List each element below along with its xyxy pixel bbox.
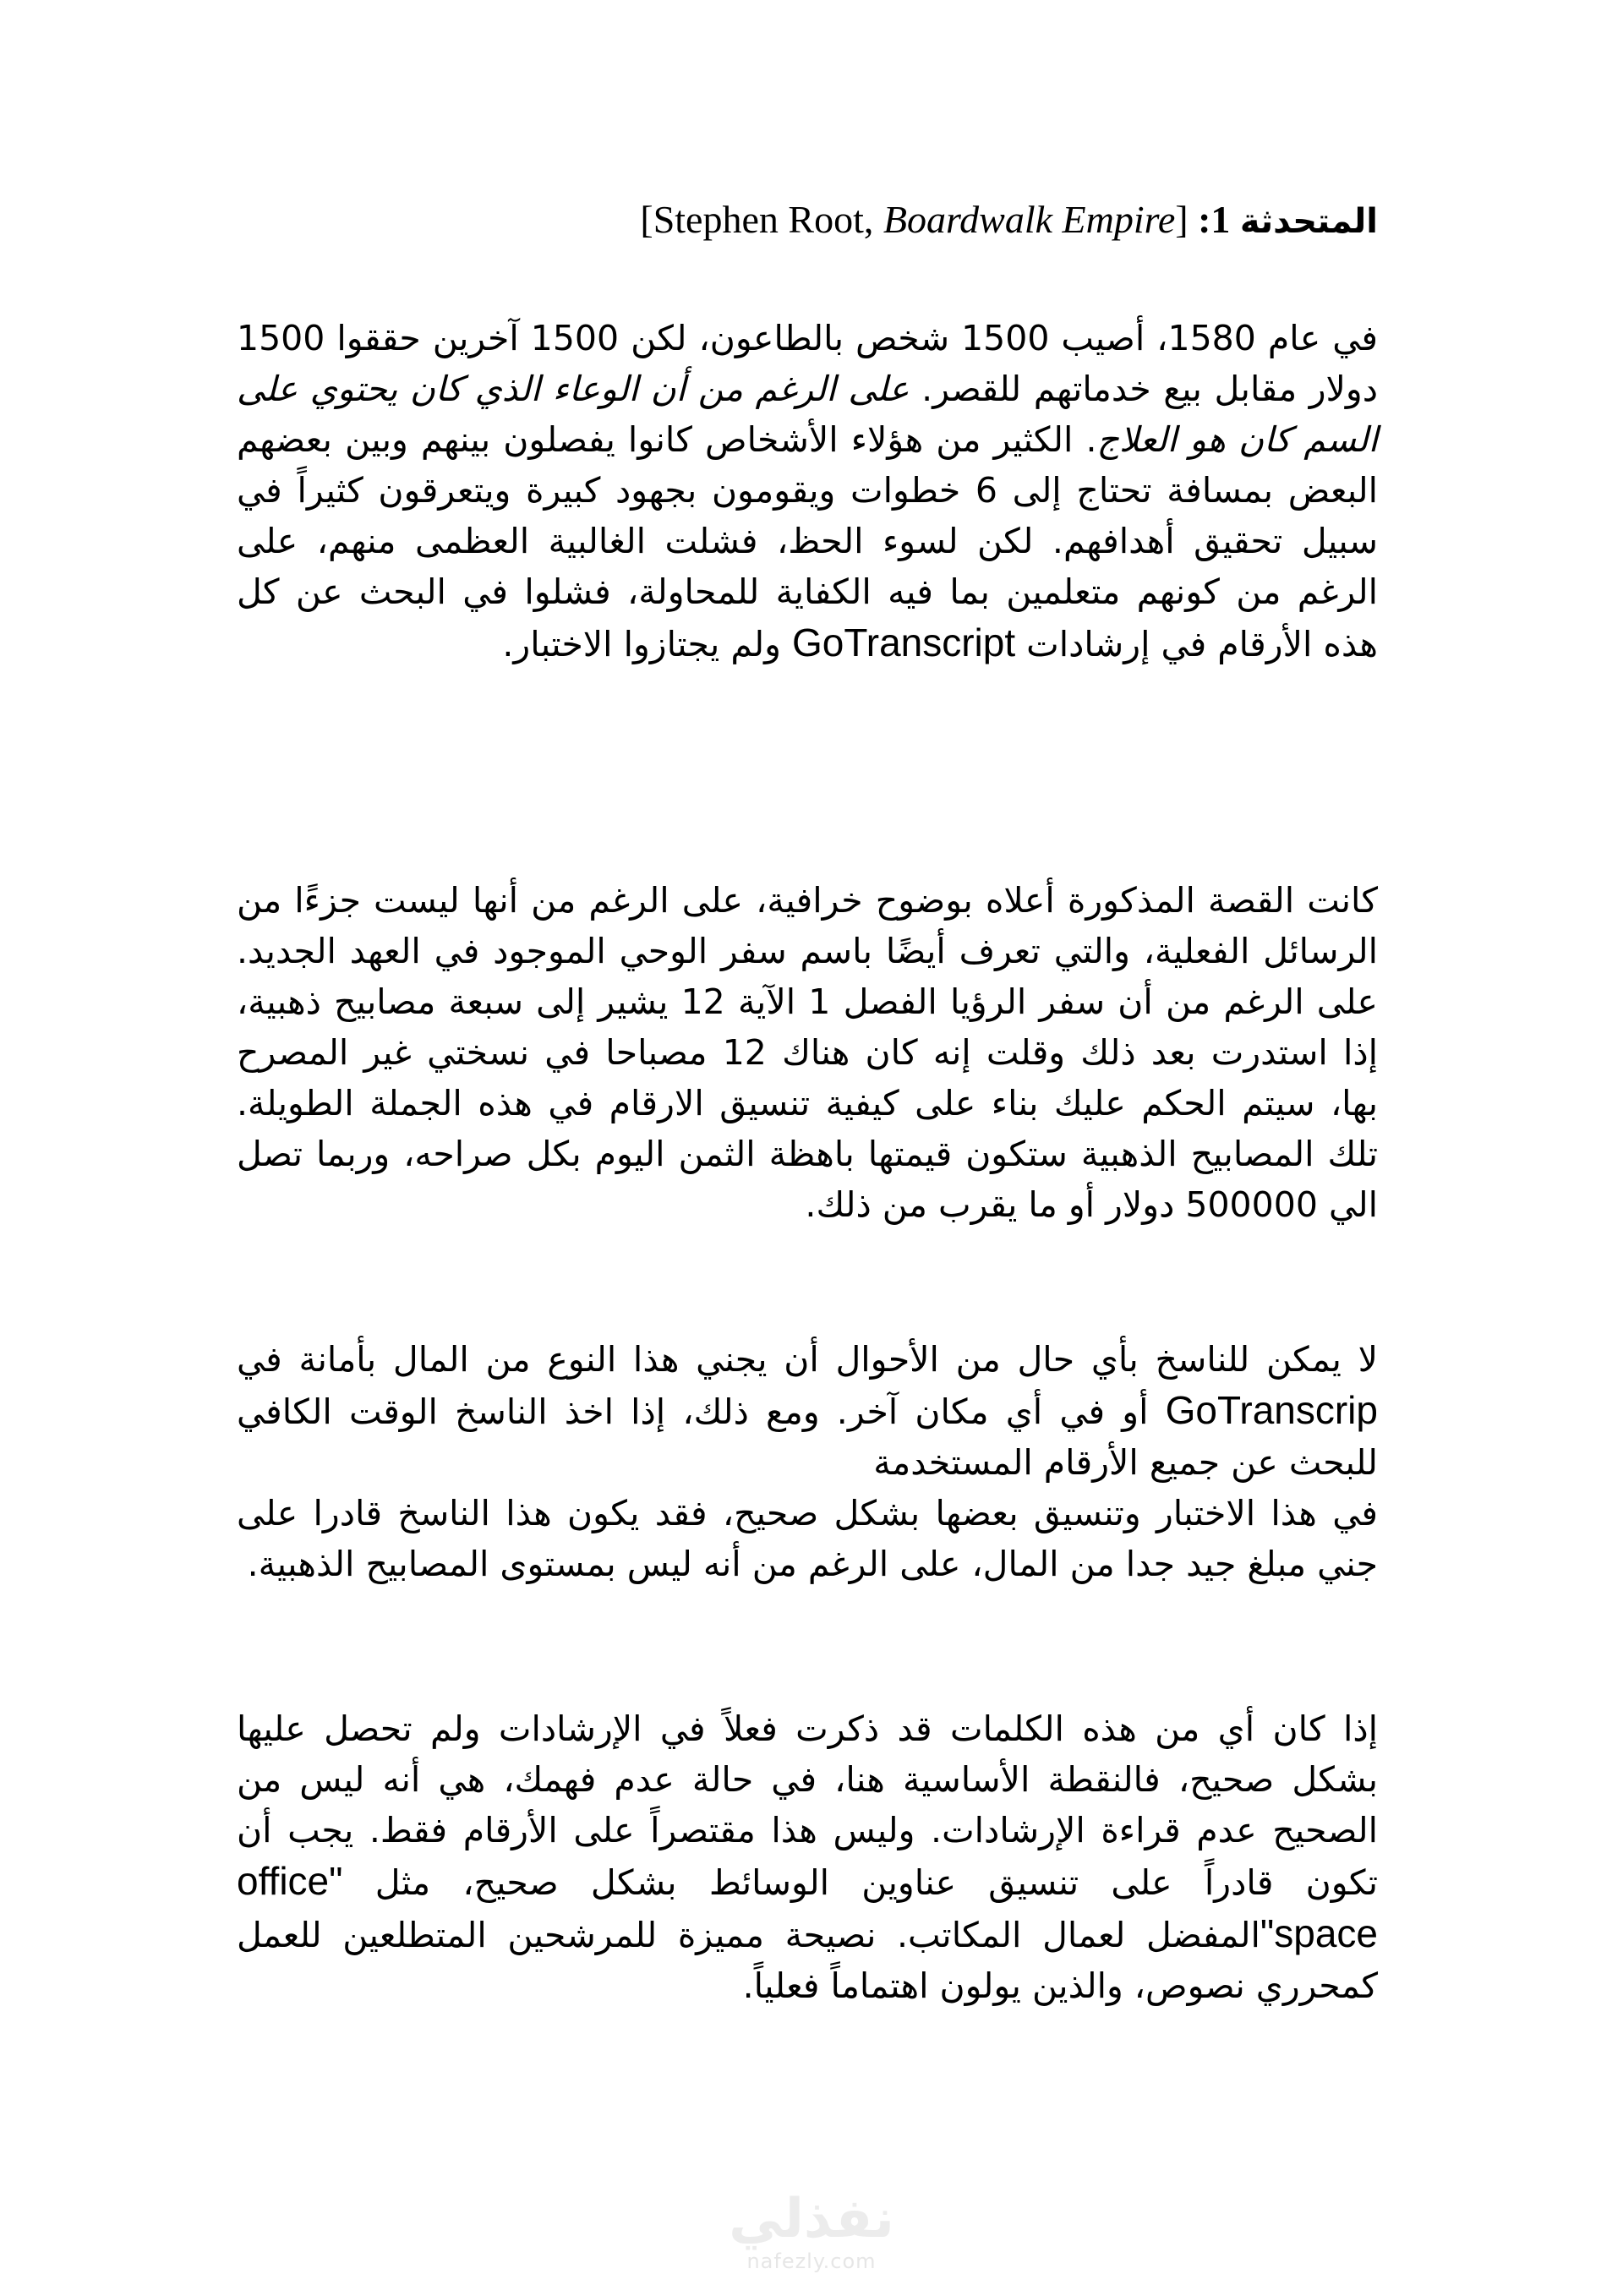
paragraph-2: كانت القصة المذكورة أعلاه بوضوح خرافية، على الرغم من أنها ليست جزءًا من الرسائل الفعلية، والتي تعرف أيضًا باسم سفر الوحي الموجود في العهد الجديد. على الرغم من أن سفر الرؤيا الفصل 1 الآية 12 يشير إلى سبعة مصابيح ذهبية، إذا استدرت بعد ذلك وقلت إنه كان هناك 12 مصباحا في نسختي غير المصرح بها، سيتم الحكم عليك بناء على كيفية تنسيق الارقام في هذه الجملة الطويلة. تلك المصابيح الذهبية ستكون قيمتها باهظة الثمن اليوم بكل صراحه، وربما تصل الي 500000 دولار أو ما يقرب من ذلك.: [237, 880, 1378, 1225]
paragraph-1-part-e: ولم يجتازوا الاختبار.: [502, 624, 792, 664]
watermark: [0, 2189, 1623, 2274]
paragraph-4-part-a: إذا كان أي من هذه الكلمات قد ذكرت فعلاً في الإرشادات ولم تحصل عليها بشكل صحيح، فالنقطة الأساسية هنا، في حالة عدم فهمك، هي أنه ليس من الصحيح عدم قراءة الإرشادات. وليس هذا مقتصراً على الأرقام فقط. يجب أن تكون قادراً على تنسيق عناوين الوسائط بشكل صحيح، مثل: [237, 1708, 1378, 1903]
speaker-show: Boardwalk Empire: [883, 198, 1176, 241]
paragraph-3-part-c: أو في أي مكان آخر. ومع ذلك، إذا اخذ الناسخ الوقت الكافي للبحث عن جميع الأرقام المستخدمة: [237, 1391, 1378, 1483]
speaker-name: Stephen Root,: [653, 198, 874, 241]
paragraph-4-title: "office space": [237, 1859, 1378, 1955]
paragraph-3-brand: GoTranscrip: [1165, 1388, 1378, 1432]
speaker-heading: [245, 194, 1378, 247]
speaker-label: المتحدثة: [1239, 202, 1378, 241]
paragraph-3-part-d: في هذا الاختبار وتنسيق بعضها بشكل صحيح، فقد يكون هذا الناسخ قادرا على جني مبلغ جيد جدا من المال، على الرغم من أنه ليس بمستوى المصابيح الذهبية.: [237, 1493, 1378, 1584]
paragraph-1-part-c: . الكثير من هؤلاء الأشخاص كانوا يفصلون بينهم وبين بعضهم البعض بمسافة تحتاج إلى 6 خطوات ويقومون بجهود كبيرة ويتعرقون كثيراً في سبيل تحقيق أهدافهم. لكن لسوء الحظ، فشلت الغالبية العظمى منهم، على الرغم من كونهم متعلمين بما فيه الكفاية للمحاولة، فشلوا في البحث عن كل هذه الأرقام في إرشادات: [237, 419, 1378, 664]
bracket-close: ]: [1175, 198, 1189, 241]
paragraph-4: [237, 1703, 1378, 2011]
paragraph-1: [237, 313, 1378, 670]
speaker-reference: [640, 198, 1188, 241]
paragraph-1-italic: على الرغم من أن الوعاء الذي كان يحتوي على السم كان هو العلاج: [237, 369, 1378, 460]
speaker-number: 1:: [1198, 198, 1231, 241]
paragraph-1-brand: GoTranscript: [792, 620, 1016, 664]
paragraph-3-part-a: لا يمكن للناسخ بأي حال من الأحوال أن يجني هذا النوع من المال بأمانة في: [237, 1339, 1378, 1380]
paragraph-3: [237, 1334, 1378, 1589]
watermark-logo: نفذلي: [729, 2188, 894, 2250]
paragraph-4-part-c: المفضل لعمال المكاتب. نصيحة مميزة للمرشحين المتطلعين للعمل كمحرري نصوص، والذين يولون اهتماماً فعلياً.: [237, 1915, 1378, 2006]
bracket-open: [: [640, 198, 653, 241]
watermark-domain: nafezly.com: [746, 2250, 877, 2273]
paragraph-1-part-a: في عام 1580، أصيب 1500 شخص بالطاعون، لكن 1500 آخرين حققوا 1500 دولار مقابل بيع خدماتهم للقصر.: [237, 318, 1378, 409]
